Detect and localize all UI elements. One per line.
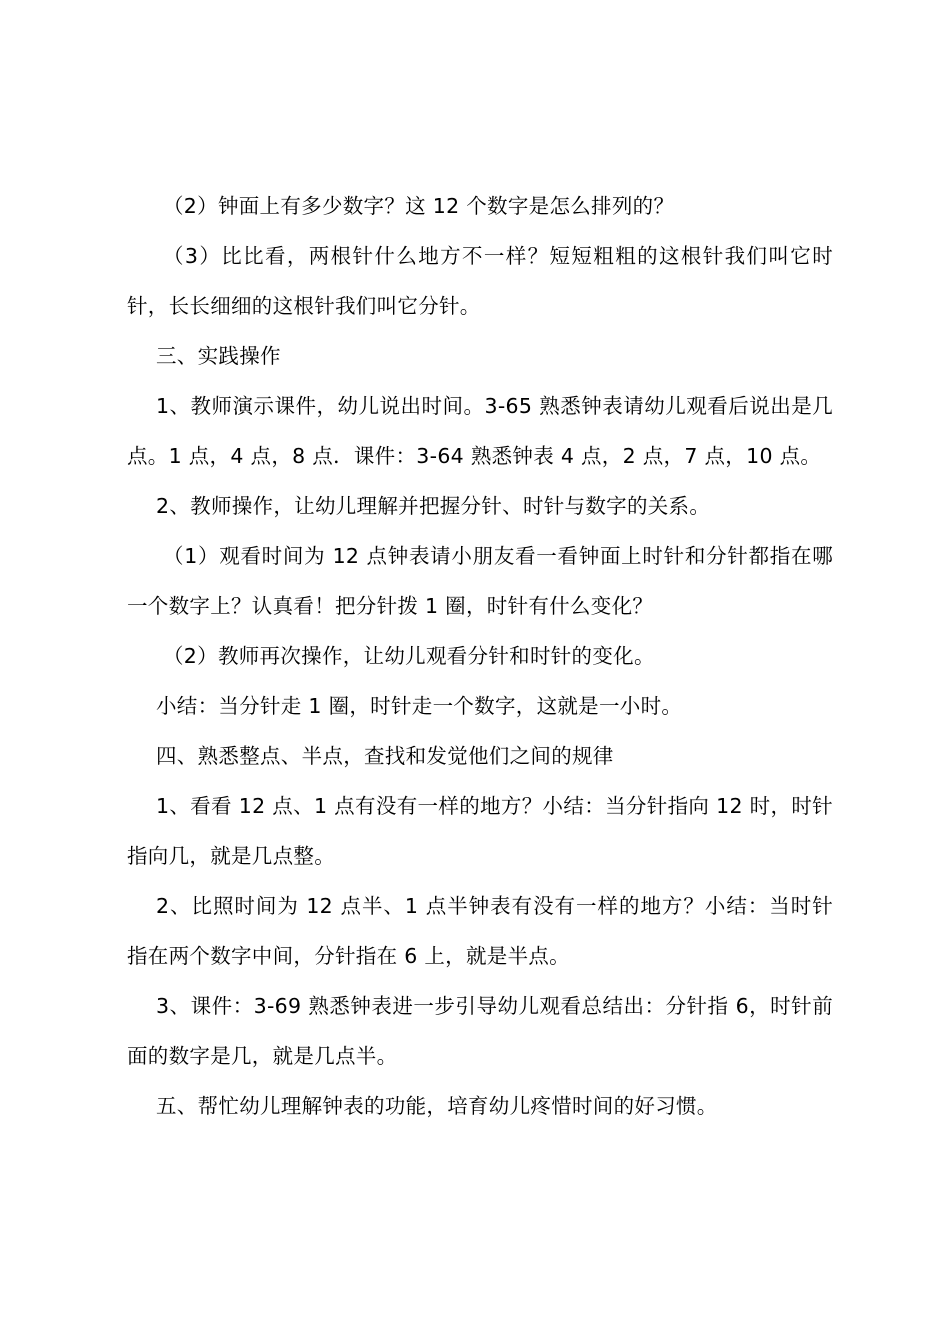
paragraph-hands-comparison: （3）比比看，两根针什么地方不一样？短短粗粗的这根针我们叫它时针，长长细细的这根针我们叫它分针。 — [127, 244, 833, 318]
paragraph-clock-numbers-question: （2）钟面上有多少数字？这 12 个数字是怎么排列的？ — [163, 194, 675, 218]
paragraph-teacher-again: （2）教师再次操作，让幼儿观看分针和时针的变化。 — [163, 644, 655, 668]
section-heading-clock-function: 五、帮忙幼儿理解钟表的功能，培育幼儿疼惜时间的好习惯。 — [156, 1094, 718, 1118]
paragraph-teacher-operation: 2、教师操作，让幼儿理解并把握分针、时针与数字的关系。 — [156, 494, 711, 518]
paragraph-twelve-oclock: （1）观看时间为 12 点钟表请小朋友看一看钟面上时针和分针都指在哪一个数字上？认真看！把分针拨 1 圈，时针有什么变化？ — [127, 544, 833, 618]
paragraph-summary-hour: 小结：当分针走 1 圈，时针走一个数字，这就是一小时。 — [156, 694, 683, 718]
paragraph-whole-hour: 1、看看 12 点、1 点有没有一样的地方？小结：当分针指向 12 时，时针指向几，就是几点整。 — [127, 794, 833, 868]
paragraph-teacher-demo: 1、教师演示课件，幼儿说出时间。3-65 熟悉钟表请幼儿观看后说出是几点。1 点，4 点，8 点．课件：3-64 熟悉钟表 4 点，2 点，7 点，10 点。 — [127, 394, 833, 468]
section-heading-whole-half: 四、熟悉整点、半点，查找和发觉他们之间的规律 — [156, 744, 614, 768]
paragraph-half-hour: 2、比照时间为 12 点半、1 点半钟表有没有一样的地方？小结：当时针指在两个数字中间，分针指在 6 上，就是半点。 — [127, 894, 833, 968]
document-body — [127, 181, 833, 1131]
section-heading-practice: 三、实践操作 — [156, 344, 281, 368]
paragraph-courseware-half: 3、课件：3-69 熟悉钟表进一步引导幼儿观看总结出：分针指 6，时针前面的数字是几，就是几点半。 — [127, 994, 833, 1068]
